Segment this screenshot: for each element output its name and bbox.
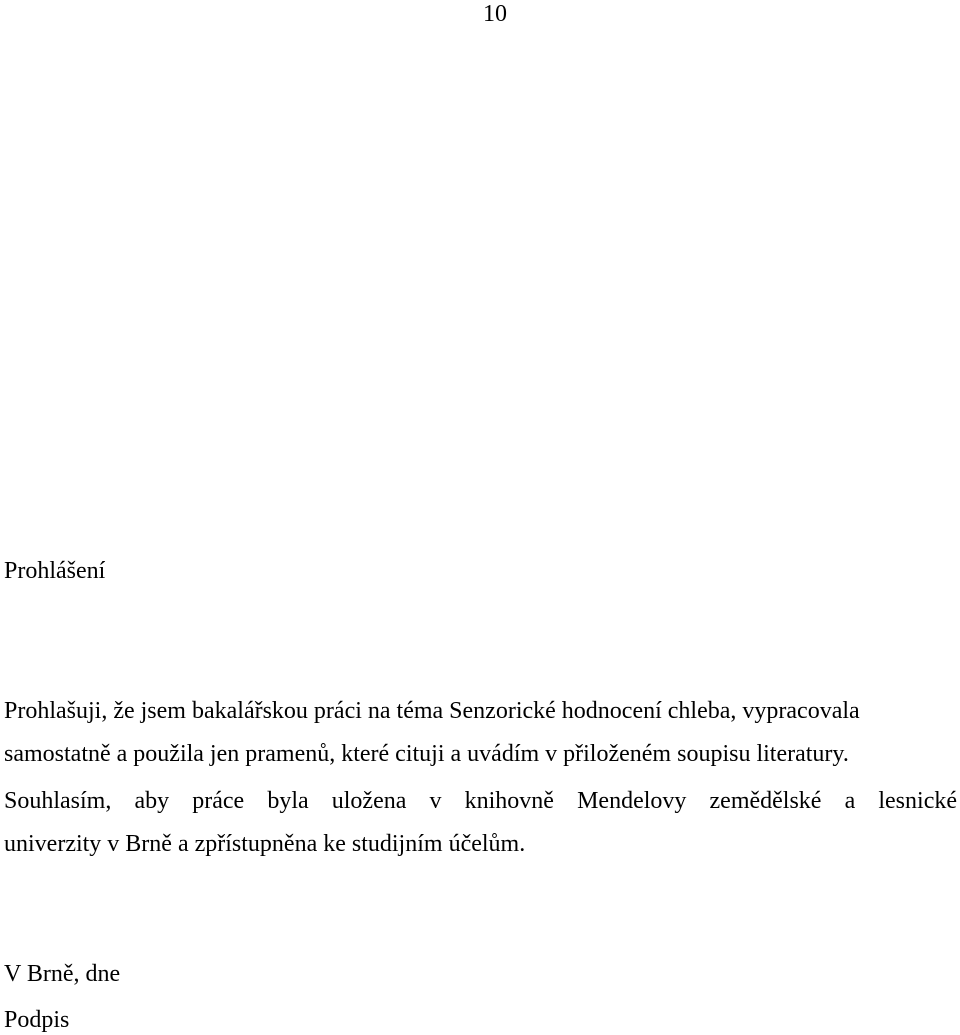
consent-line: univerzity v Brně a zpřístupněna ke studijním účelům.	[4, 831, 526, 857]
declaration-paragraph	[4, 690, 957, 776]
signature-label: Podpis	[4, 1007, 70, 1033]
consent-line: Souhlasím, aby práce byla uložena v knihovně Mendelovy zemědělské a lesnické	[4, 788, 957, 814]
declaration-line: Prohlašuji, že jsem bakalářskou práci na téma Senzorické hodnocení chleba, vypracovala	[4, 698, 860, 724]
page-title: Prohlášení	[4, 558, 106, 584]
declaration-line: samostatně a použila jen pramenů, které cituji a uvádím v přiloženém soupisu literatury.	[4, 741, 849, 767]
consent-paragraph	[4, 780, 957, 866]
place-date-label: V Brně, dne	[4, 961, 121, 987]
page-number: 10	[483, 1, 507, 27]
